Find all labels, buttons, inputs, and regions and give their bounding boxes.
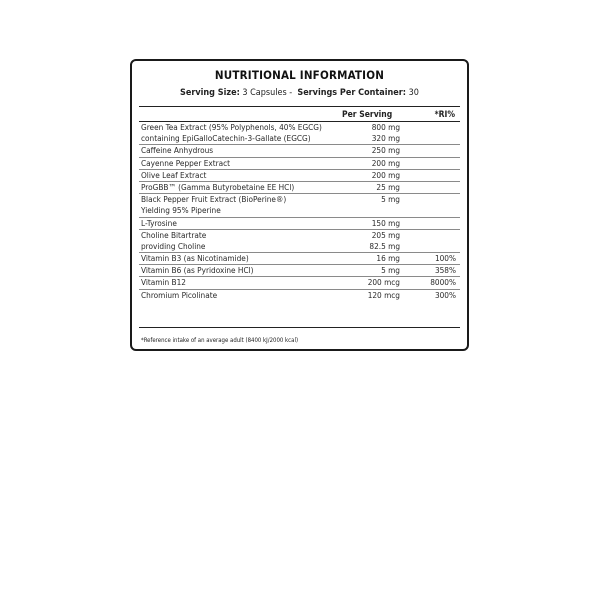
- nutrient-row: [139, 145, 460, 157]
- nutrient-row: [139, 133, 460, 145]
- serving-size-value: 3 Capsules -: [242, 88, 293, 98]
- nutrient-name: providing Choline: [141, 240, 206, 251]
- nutrient-row: [139, 253, 460, 265]
- nutrient-name: Choline Bitartrate: [141, 229, 207, 240]
- nutrient-amount: 205 mg: [371, 229, 400, 240]
- nutrient-amount: 800 mg: [371, 122, 400, 132]
- nutrient-name: ProGBB™ (Gamma Butyrobetaine EE HCl): [141, 181, 295, 192]
- nutrient-row: [139, 230, 460, 241]
- nutrient-ri: 358%: [434, 265, 456, 276]
- nutrient-ri: 300%: [434, 289, 456, 300]
- nutrient-name: Chromium Picolinate: [141, 289, 218, 300]
- nutrient-row: [139, 241, 460, 253]
- nutrient-amount: 150 mg: [371, 217, 400, 228]
- nutrient-amount: 250 mg: [371, 145, 400, 156]
- nutrient-row: [139, 205, 460, 217]
- servings-per-container-value: 30: [408, 88, 419, 98]
- footer-rule: [139, 327, 460, 328]
- nutrient-name: Caffeine Anhydrous: [141, 145, 214, 156]
- panel-title: NUTRITIONAL INFORMATION: [214, 68, 385, 82]
- nutrient-row: [139, 170, 460, 182]
- nutrient-row: [139, 158, 460, 170]
- nutrient-amount: 25 mg: [376, 181, 400, 192]
- nutrient-name: containing EpiGalloCatechin-3-Gallate (EGCG): [141, 133, 311, 144]
- nutrient-name: Olive Leaf Extract: [141, 169, 207, 180]
- nutrient-name: Yielding 95% Piperine: [141, 205, 221, 216]
- serving-size-label: Serving Size:: [180, 88, 240, 98]
- nutrient-amount: 82.5 mg: [369, 240, 400, 251]
- nutrient-name: Green Tea Extract (95% Polyphenols, 40% EGCG): [141, 122, 322, 132]
- nutrient-name: L-Tyrosine: [141, 217, 177, 228]
- nutrient-amount: 200 mcg: [367, 277, 400, 288]
- nutrient-row: [139, 218, 460, 230]
- column-header-ri: *RI%: [434, 110, 455, 120]
- nutrient-amount: 16 mg: [376, 253, 400, 264]
- column-header-per-serving: Per Serving: [342, 110, 393, 120]
- footnote: *Reference intake of an average adult (8400 kJ/2000 kcal): [141, 337, 299, 344]
- nutrient-name: Vitamin B6 (as Pyridoxine HCl): [141, 265, 254, 276]
- servings-per-container-label: Servings Per Container:: [297, 88, 407, 98]
- header-rule: [139, 106, 460, 107]
- nutrient-row: [139, 290, 460, 301]
- nutrition-panel: [130, 59, 469, 351]
- nutrient-amount: 200 mg: [371, 157, 400, 168]
- nutrient-row: [139, 265, 460, 277]
- serving-info: [132, 88, 467, 98]
- nutrient-name: Vitamin B3 (as Nicotinamide): [141, 253, 249, 264]
- nutrient-amount: 5 mg: [381, 194, 400, 205]
- nutrient-ri: 100%: [434, 253, 456, 264]
- nutrient-amount: 320 mg: [371, 133, 400, 144]
- nutrient-amount: 200 mg: [371, 169, 400, 180]
- nutrient-row: [139, 122, 460, 133]
- nutrient-amount: 120 mcg: [367, 289, 400, 300]
- nutrient-name: Vitamin B12: [141, 277, 186, 288]
- nutrient-ri: 8000%: [430, 277, 456, 288]
- nutrient-row: [139, 194, 460, 205]
- nutrient-name: Cayenne Pepper Extract: [141, 157, 231, 168]
- nutrient-row: [139, 277, 460, 289]
- nutrient-amount: 5 mg: [381, 265, 400, 276]
- nutrient-row: [139, 182, 460, 194]
- nutrient-name: Black Pepper Fruit Extract (BioPerine®): [141, 194, 287, 205]
- nutrient-table: [139, 122, 460, 301]
